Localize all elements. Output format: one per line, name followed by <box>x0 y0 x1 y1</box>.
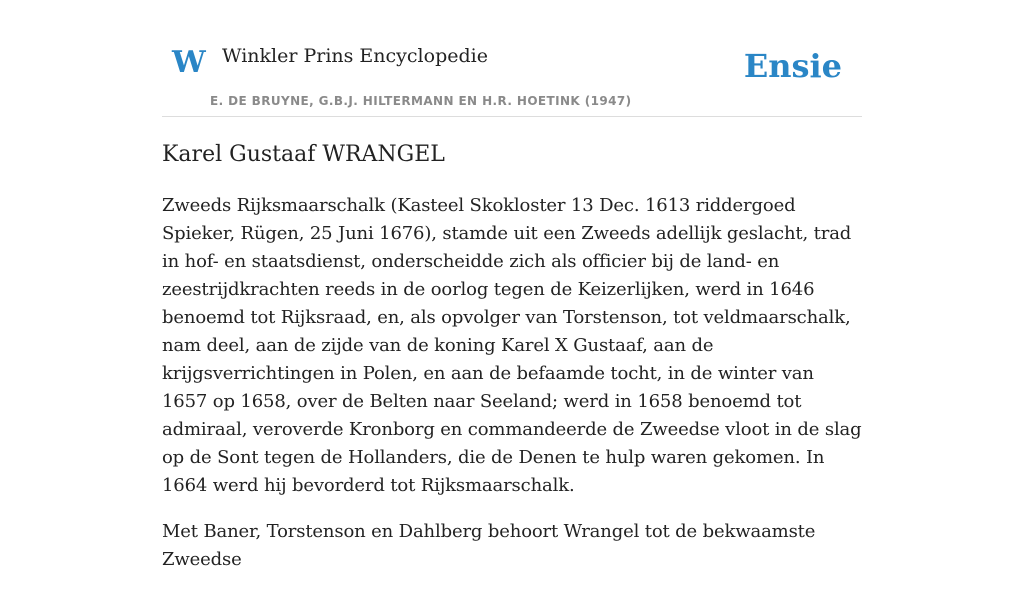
brand-logo[interactable]: Ensie <box>743 47 842 85</box>
source-title[interactable]: Winkler Prins Encyclopedie <box>222 45 488 67</box>
source-logo[interactable]: W <box>172 45 206 80</box>
source-authors: E. DE BRUYNE, G.B.J. HILTERMANN EN H.R. HOETINK (1947) <box>210 94 632 108</box>
article-paragraph: Zweeds Rijksmaarschalk (Kasteel Skokloster 13 Dec. 1613 riddergoed Spieker, Rügen, 25 Juni 1676), stamde uit een Zweeds adellijk geslacht, trad in hof- en staatsdienst, onderscheidde zich als officier bij de land- en zeestrijdkrachten reeds in de oorlog tegen de Keizerlijken, werd in 1646 benoemd tot Rijksraad, en, als opvolger van Torstenson, tot veldmaarschalk, nam deel, aan de zijde van de koning Karel X Gustaaf, aan de krijgsverrichtingen in Polen, en aan de befaamde tocht, in de winter van 1657 op 1658, over de Belten naar Seeland; werd in 1658 benoemd tot admiraal, veroverde Kronborg en commandeerde de Zweedse vloot in de slag op de Sont tegen de Hollanders, die de Denen te hulp waren gekomen. In 1664 werd hij bevorderd tot Rijksmaarschalk. <box>162 195 862 496</box>
article-body <box>162 192 862 592</box>
article-title: Karel Gustaaf WRANGEL <box>162 142 445 167</box>
article-paragraph: Met Baner, Torstenson en Dahlberg behoort Wrangel tot de bekwaamste Zweedse <box>162 521 816 570</box>
header <box>162 0 862 117</box>
